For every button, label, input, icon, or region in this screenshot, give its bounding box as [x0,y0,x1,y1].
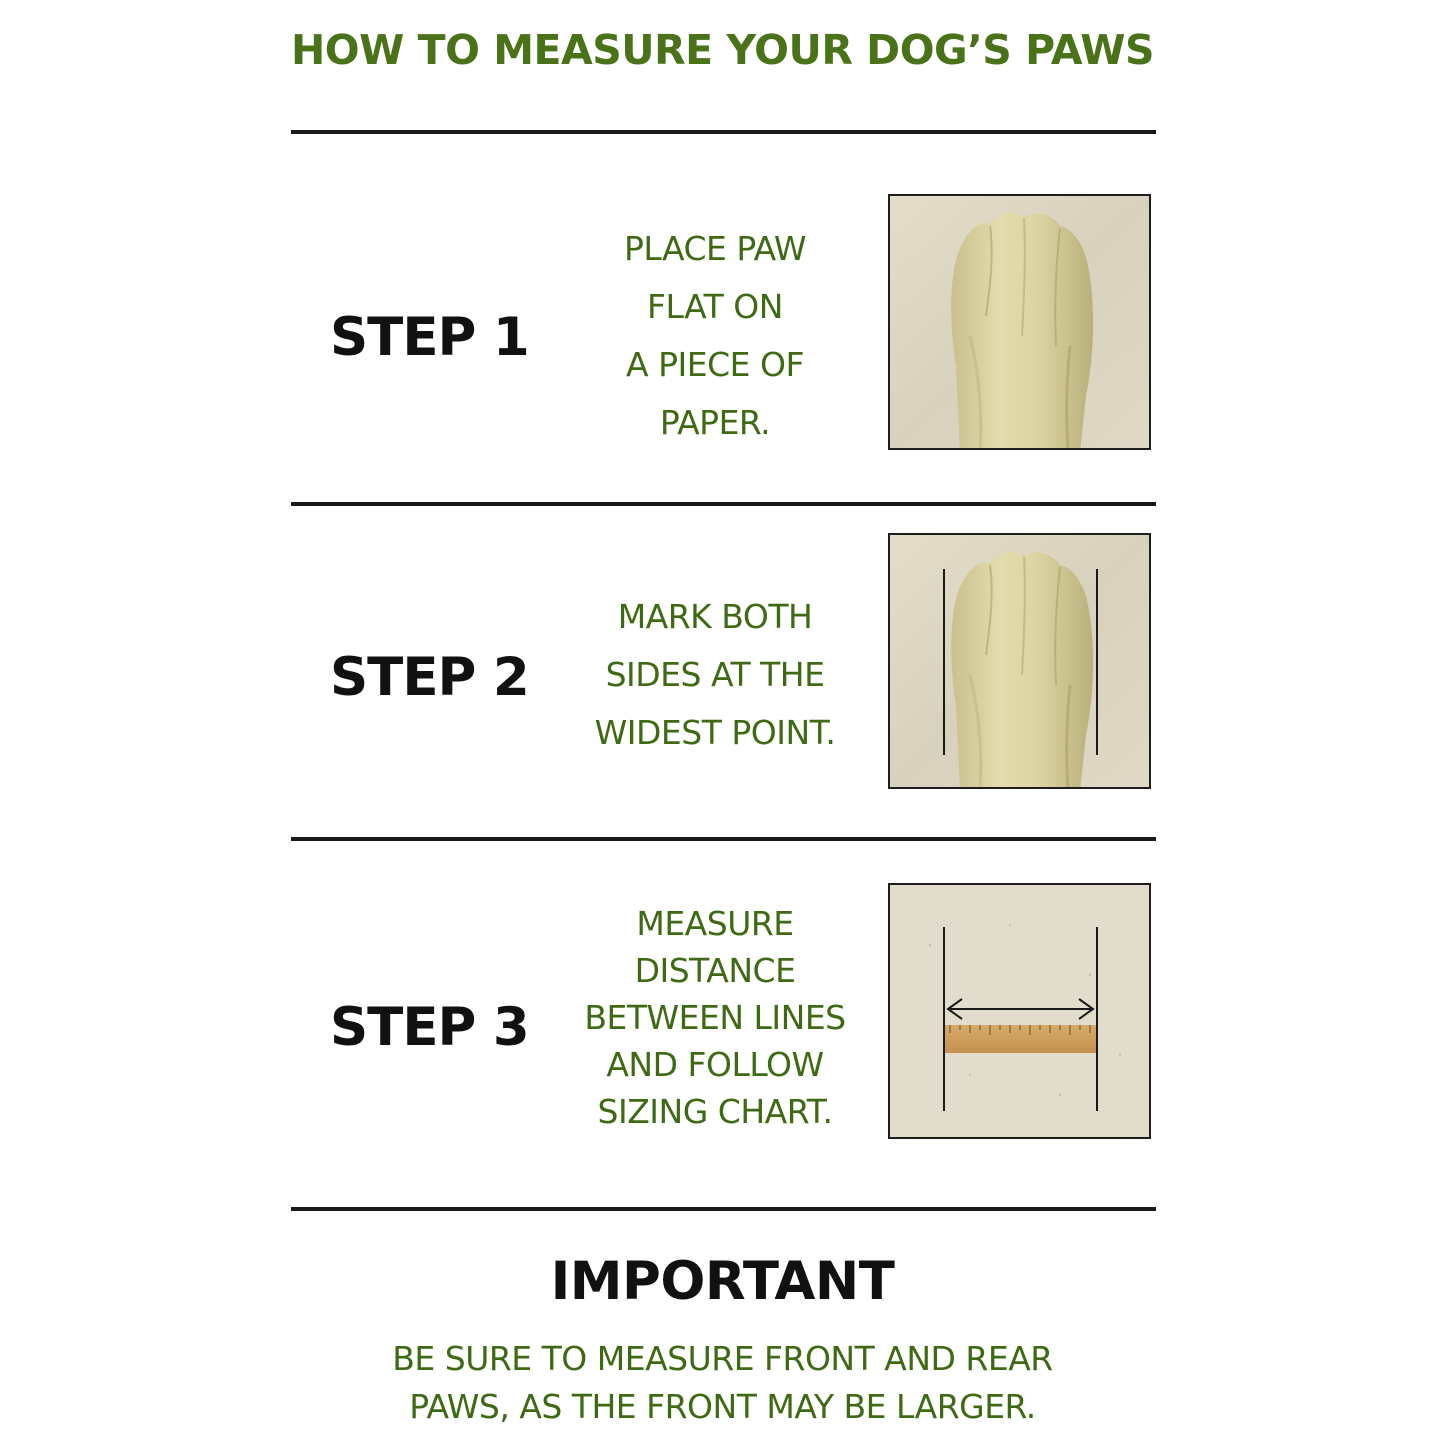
step-2-instructions [560,588,870,762]
important-note [0,1335,1445,1431]
step-2-line: SIDES AT THE [605,655,825,694]
paw-with-lines-icon [890,535,1149,787]
step-2-line: MARK BOTH [617,597,813,636]
step-1-line: PAPER. [659,403,771,442]
important-heading: IMPORTANT [550,1251,895,1312]
paw-on-paper-photo [888,194,1151,450]
page-title: HOW TO MEASURE YOUR DOG’S PAWS [290,26,1155,74]
step-1-line: FLAT ON [647,287,783,326]
step-1-instructions [560,220,870,452]
paw-marked-sides-photo [888,533,1151,789]
important-note-line: PAWS, AS THE FRONT MAY BE LARGER. [409,1387,1036,1426]
ruler-icon [890,885,1149,1137]
divider [291,1207,1156,1211]
step-1-label: STEP 1 [330,307,529,368]
divider [291,130,1156,134]
step-3-line: MEASURE [636,904,794,943]
important-note-line: BE SURE TO MEASURE FRONT AND REAR [392,1339,1053,1378]
step-3-line: BETWEEN LINES [584,998,846,1037]
divider [291,837,1156,841]
step-1-line: PLACE PAW [623,229,807,268]
paw-icon [890,196,1149,448]
step-2-line: WIDEST POINT. [594,713,836,752]
step-3-line: SIZING CHART. [597,1092,833,1131]
divider [291,502,1156,506]
step-3-label: STEP 3 [330,997,529,1058]
ruler-between-lines-photo [888,883,1151,1139]
step-3-instructions [560,900,870,1135]
step-3-line: AND FOLLOW [606,1045,824,1084]
step-2-label: STEP 2 [330,647,529,708]
step-1-line: A PIECE OF [626,345,804,384]
step-3-line: DISTANCE [634,951,796,990]
